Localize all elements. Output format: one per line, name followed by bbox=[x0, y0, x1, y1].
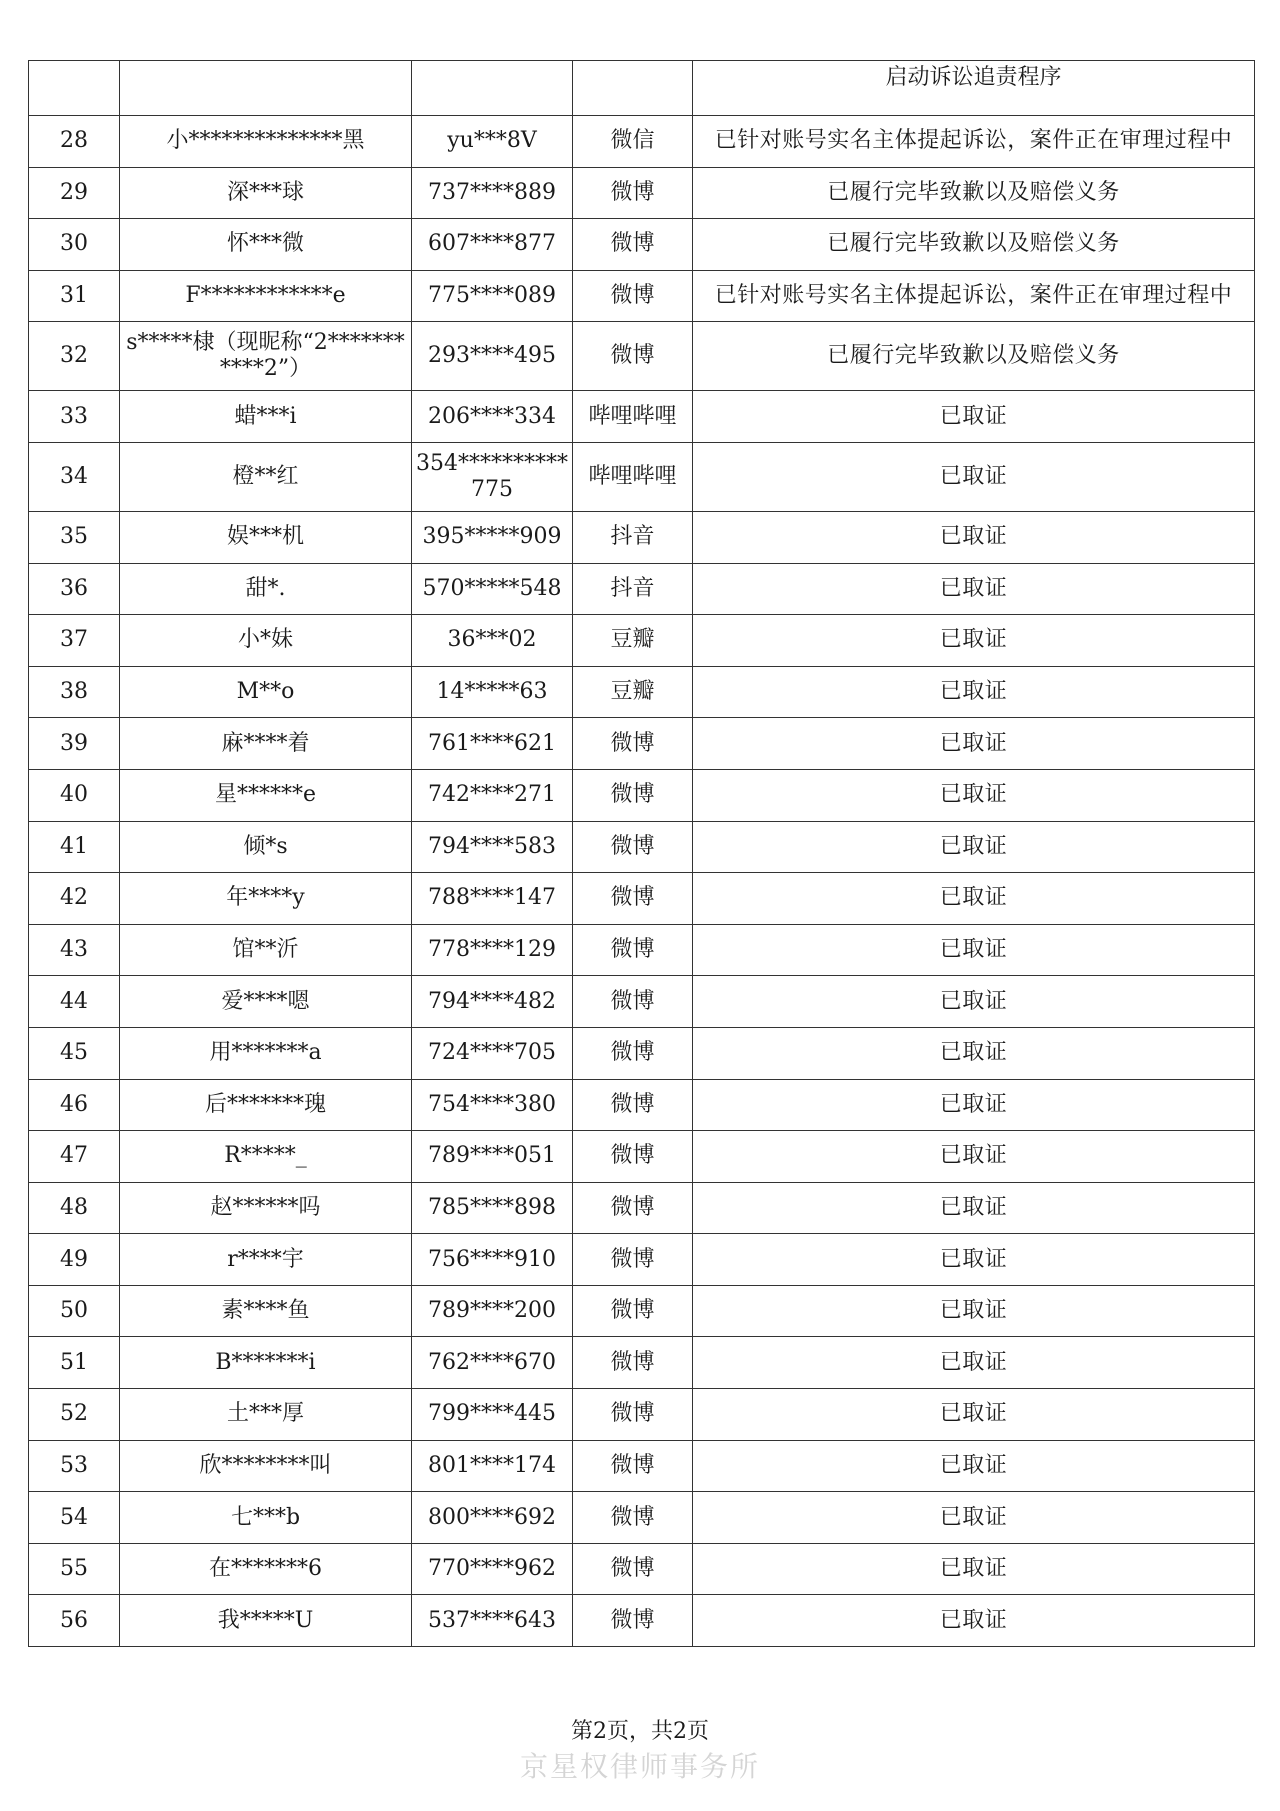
platform-cell: 微博 bbox=[573, 1595, 693, 1647]
account-name-cell: 星******e bbox=[120, 769, 412, 821]
table-row bbox=[29, 976, 1255, 1028]
account-id-cell: 395*****909 bbox=[412, 511, 573, 563]
row-number-cell: 42 bbox=[29, 873, 120, 925]
status-cell: 已取证 bbox=[693, 442, 1255, 511]
table-row bbox=[29, 1543, 1255, 1595]
account-name-cell: 爱****嗯 bbox=[120, 976, 412, 1028]
row-number-cell: 43 bbox=[29, 924, 120, 976]
account-id-cell: 206****334 bbox=[412, 391, 573, 443]
status-cell: 已取证 bbox=[693, 1234, 1255, 1286]
platform-cell: 微博 bbox=[573, 1234, 693, 1286]
table-row bbox=[29, 322, 1255, 391]
account-id-cell: 607****877 bbox=[412, 219, 573, 271]
platform-cell: 微博 bbox=[573, 1543, 693, 1595]
table-row bbox=[29, 615, 1255, 667]
table-row bbox=[29, 270, 1255, 322]
table-row bbox=[29, 718, 1255, 770]
platform-cell: 微博 bbox=[573, 1182, 693, 1234]
status-cell: 已取证 bbox=[693, 511, 1255, 563]
row-number-cell: 36 bbox=[29, 563, 120, 615]
account-id-cell: 756****910 bbox=[412, 1234, 573, 1286]
status-cell: 已取证 bbox=[693, 924, 1255, 976]
watermark: 京星权律师事务所 bbox=[519, 1750, 760, 1783]
account-name-cell: R*****_ bbox=[120, 1131, 412, 1183]
account-id-cell: 354**********775 bbox=[412, 442, 573, 511]
table-row bbox=[29, 1337, 1255, 1389]
account-name-cell: 欣********叫 bbox=[120, 1440, 412, 1492]
account-id-cell: 800****692 bbox=[412, 1492, 573, 1544]
platform-cell: 微博 bbox=[573, 769, 693, 821]
row-number-cell: 53 bbox=[29, 1440, 120, 1492]
platform-cell: 微博 bbox=[573, 821, 693, 873]
table-row bbox=[29, 1285, 1255, 1337]
platform-cell: 抖音 bbox=[573, 511, 693, 563]
row-number-cell: 50 bbox=[29, 1285, 120, 1337]
row-number-cell: 35 bbox=[29, 511, 120, 563]
row-number-cell: 39 bbox=[29, 718, 120, 770]
account-name-cell: 土***厚 bbox=[120, 1389, 412, 1441]
row-number-cell: 48 bbox=[29, 1182, 120, 1234]
table-row bbox=[29, 1234, 1255, 1286]
account-id-cell: 785****898 bbox=[412, 1182, 573, 1234]
status-cell: 已针对账号实名主体提起诉讼，案件正在审理过程中 bbox=[693, 116, 1255, 168]
status-cell: 已取证 bbox=[693, 1131, 1255, 1183]
row-number-cell: 45 bbox=[29, 1027, 120, 1079]
row-number-cell: 38 bbox=[29, 666, 120, 718]
account-id-cell: 724****705 bbox=[412, 1027, 573, 1079]
account-name-cell: 用*******a bbox=[120, 1027, 412, 1079]
table-row bbox=[29, 563, 1255, 615]
row-number-cell: 52 bbox=[29, 1389, 120, 1441]
account-name-cell: 麻****着 bbox=[120, 718, 412, 770]
account-id-cell: 775****089 bbox=[412, 270, 573, 322]
header-cell-status: 启动诉讼追责程序 bbox=[693, 61, 1255, 116]
platform-cell: 微博 bbox=[573, 718, 693, 770]
table-row bbox=[29, 442, 1255, 511]
platform-cell: 微博 bbox=[573, 1492, 693, 1544]
account-name-cell: s*****棣（现昵称“2***********2”） bbox=[120, 322, 412, 391]
account-id-cell: 794****482 bbox=[412, 976, 573, 1028]
table-row bbox=[29, 391, 1255, 443]
table-row bbox=[29, 873, 1255, 925]
row-number-cell: 55 bbox=[29, 1543, 120, 1595]
table-row bbox=[29, 1440, 1255, 1492]
header-cell-platform bbox=[573, 61, 693, 116]
account-name-cell: M**o bbox=[120, 666, 412, 718]
status-cell: 已履行完毕致歉以及赔偿义务 bbox=[693, 219, 1255, 271]
page-number: 第2页，共2页 bbox=[571, 1719, 709, 1744]
account-id-cell: 788****147 bbox=[412, 873, 573, 925]
account-name-cell: 小**************黑 bbox=[120, 116, 412, 168]
row-number-cell: 40 bbox=[29, 769, 120, 821]
status-cell: 已取证 bbox=[693, 1543, 1255, 1595]
account-name-cell: F************e bbox=[120, 270, 412, 322]
platform-cell: 微信 bbox=[573, 116, 693, 168]
platform-cell: 微博 bbox=[573, 1389, 693, 1441]
row-number-cell: 49 bbox=[29, 1234, 120, 1286]
account-id-cell: 794****583 bbox=[412, 821, 573, 873]
status-cell: 已针对账号实名主体提起诉讼，案件正在审理过程中 bbox=[693, 270, 1255, 322]
row-number-cell: 29 bbox=[29, 167, 120, 219]
row-number-cell: 34 bbox=[29, 442, 120, 511]
platform-cell: 豆瓣 bbox=[573, 615, 693, 667]
table-row bbox=[29, 116, 1255, 168]
platform-cell: 微博 bbox=[573, 1337, 693, 1389]
table-row bbox=[29, 1027, 1255, 1079]
platform-cell: 哔哩哔哩 bbox=[573, 442, 693, 511]
platform-cell: 豆瓣 bbox=[573, 666, 693, 718]
row-number-cell: 31 bbox=[29, 270, 120, 322]
document-sheet bbox=[28, 60, 1254, 1647]
account-name-cell: 深***球 bbox=[120, 167, 412, 219]
account-id-cell: 742****271 bbox=[412, 769, 573, 821]
status-cell: 已取证 bbox=[693, 563, 1255, 615]
account-id-cell: yu***8V bbox=[412, 116, 573, 168]
status-cell: 已取证 bbox=[693, 718, 1255, 770]
platform-cell: 微博 bbox=[573, 219, 693, 271]
platform-cell: 微博 bbox=[573, 1027, 693, 1079]
table-header-row bbox=[29, 61, 1255, 116]
account-name-cell: 小*妹 bbox=[120, 615, 412, 667]
table-row bbox=[29, 1389, 1255, 1441]
account-id-cell: 570*****548 bbox=[412, 563, 573, 615]
row-number-cell: 41 bbox=[29, 821, 120, 873]
account-name-cell: B*******i bbox=[120, 1337, 412, 1389]
table-row bbox=[29, 1131, 1255, 1183]
platform-cell: 微博 bbox=[573, 322, 693, 391]
account-name-cell: 蜡***i bbox=[120, 391, 412, 443]
account-id-cell: 801****174 bbox=[412, 1440, 573, 1492]
status-cell: 已取证 bbox=[693, 1182, 1255, 1234]
platform-cell: 微博 bbox=[573, 167, 693, 219]
header-cell-name bbox=[120, 61, 412, 116]
status-cell: 已取证 bbox=[693, 1492, 1255, 1544]
table-row bbox=[29, 821, 1255, 873]
account-id-cell: 789****051 bbox=[412, 1131, 573, 1183]
account-id-cell: 36***02 bbox=[412, 615, 573, 667]
account-id-cell: 778****129 bbox=[412, 924, 573, 976]
account-name-cell: 倾*s bbox=[120, 821, 412, 873]
table-row bbox=[29, 1595, 1255, 1647]
account-name-cell: 怀***微 bbox=[120, 219, 412, 271]
status-cell: 已取证 bbox=[693, 1337, 1255, 1389]
account-name-cell: 后*******瑰 bbox=[120, 1079, 412, 1131]
table-row bbox=[29, 769, 1255, 821]
platform-cell: 微博 bbox=[573, 1079, 693, 1131]
account-name-cell: r****宇 bbox=[120, 1234, 412, 1286]
account-name-cell: 我*****U bbox=[120, 1595, 412, 1647]
header-cell-id bbox=[412, 61, 573, 116]
account-name-cell: 馆**沂 bbox=[120, 924, 412, 976]
status-cell: 已取证 bbox=[693, 1079, 1255, 1131]
platform-cell: 微博 bbox=[573, 270, 693, 322]
account-name-cell: 橙**红 bbox=[120, 442, 412, 511]
platform-cell: 微博 bbox=[573, 924, 693, 976]
status-cell: 已取证 bbox=[693, 1285, 1255, 1337]
row-number-cell: 54 bbox=[29, 1492, 120, 1544]
account-name-cell: 在*******6 bbox=[120, 1543, 412, 1595]
account-id-cell: 293****495 bbox=[412, 322, 573, 391]
table-row bbox=[29, 666, 1255, 718]
table-row bbox=[29, 1079, 1255, 1131]
row-number-cell: 46 bbox=[29, 1079, 120, 1131]
row-number-cell: 47 bbox=[29, 1131, 120, 1183]
row-number-cell: 44 bbox=[29, 976, 120, 1028]
status-cell: 已取证 bbox=[693, 769, 1255, 821]
account-name-cell: 年****y bbox=[120, 873, 412, 925]
table-row bbox=[29, 511, 1255, 563]
table-row bbox=[29, 167, 1255, 219]
records-table bbox=[28, 60, 1255, 1647]
account-name-cell: 素****鱼 bbox=[120, 1285, 412, 1337]
account-id-cell: 537****643 bbox=[412, 1595, 573, 1647]
table-row bbox=[29, 219, 1255, 271]
row-number-cell: 51 bbox=[29, 1337, 120, 1389]
status-cell: 已履行完毕致歉以及赔偿义务 bbox=[693, 167, 1255, 219]
status-cell: 已取证 bbox=[693, 391, 1255, 443]
table-row bbox=[29, 1492, 1255, 1544]
row-number-cell: 33 bbox=[29, 391, 120, 443]
platform-cell: 微博 bbox=[573, 873, 693, 925]
status-cell: 已取证 bbox=[693, 1389, 1255, 1441]
platform-cell: 哔哩哔哩 bbox=[573, 391, 693, 443]
status-cell: 已取证 bbox=[693, 666, 1255, 718]
row-number-cell: 32 bbox=[29, 322, 120, 391]
status-cell: 已取证 bbox=[693, 615, 1255, 667]
table-row bbox=[29, 1182, 1255, 1234]
account-id-cell: 754****380 bbox=[412, 1079, 573, 1131]
header-cell-no bbox=[29, 61, 120, 116]
status-cell: 已取证 bbox=[693, 821, 1255, 873]
platform-cell: 微博 bbox=[573, 1440, 693, 1492]
account-name-cell: 娱***机 bbox=[120, 511, 412, 563]
status-cell: 已取证 bbox=[693, 1440, 1255, 1492]
platform-cell: 抖音 bbox=[573, 563, 693, 615]
platform-cell: 微博 bbox=[573, 976, 693, 1028]
platform-cell: 微博 bbox=[573, 1131, 693, 1183]
row-number-cell: 30 bbox=[29, 219, 120, 271]
status-cell: 已取证 bbox=[693, 1027, 1255, 1079]
account-id-cell: 737****889 bbox=[412, 167, 573, 219]
row-number-cell: 28 bbox=[29, 116, 120, 168]
row-number-cell: 56 bbox=[29, 1595, 120, 1647]
account-id-cell: 14*****63 bbox=[412, 666, 573, 718]
account-name-cell: 七***b bbox=[120, 1492, 412, 1544]
account-id-cell: 799****445 bbox=[412, 1389, 573, 1441]
account-id-cell: 770****962 bbox=[412, 1543, 573, 1595]
status-cell: 已取证 bbox=[693, 1595, 1255, 1647]
account-id-cell: 789****200 bbox=[412, 1285, 573, 1337]
table-row bbox=[29, 924, 1255, 976]
status-cell: 已取证 bbox=[693, 976, 1255, 1028]
account-name-cell: 甜*. bbox=[120, 563, 412, 615]
status-cell: 已履行完毕致歉以及赔偿义务 bbox=[693, 322, 1255, 391]
account-id-cell: 761****621 bbox=[412, 718, 573, 770]
platform-cell: 微博 bbox=[573, 1285, 693, 1337]
account-name-cell: 赵******吗 bbox=[120, 1182, 412, 1234]
status-cell: 已取证 bbox=[693, 873, 1255, 925]
row-number-cell: 37 bbox=[29, 615, 120, 667]
account-id-cell: 762****670 bbox=[412, 1337, 573, 1389]
